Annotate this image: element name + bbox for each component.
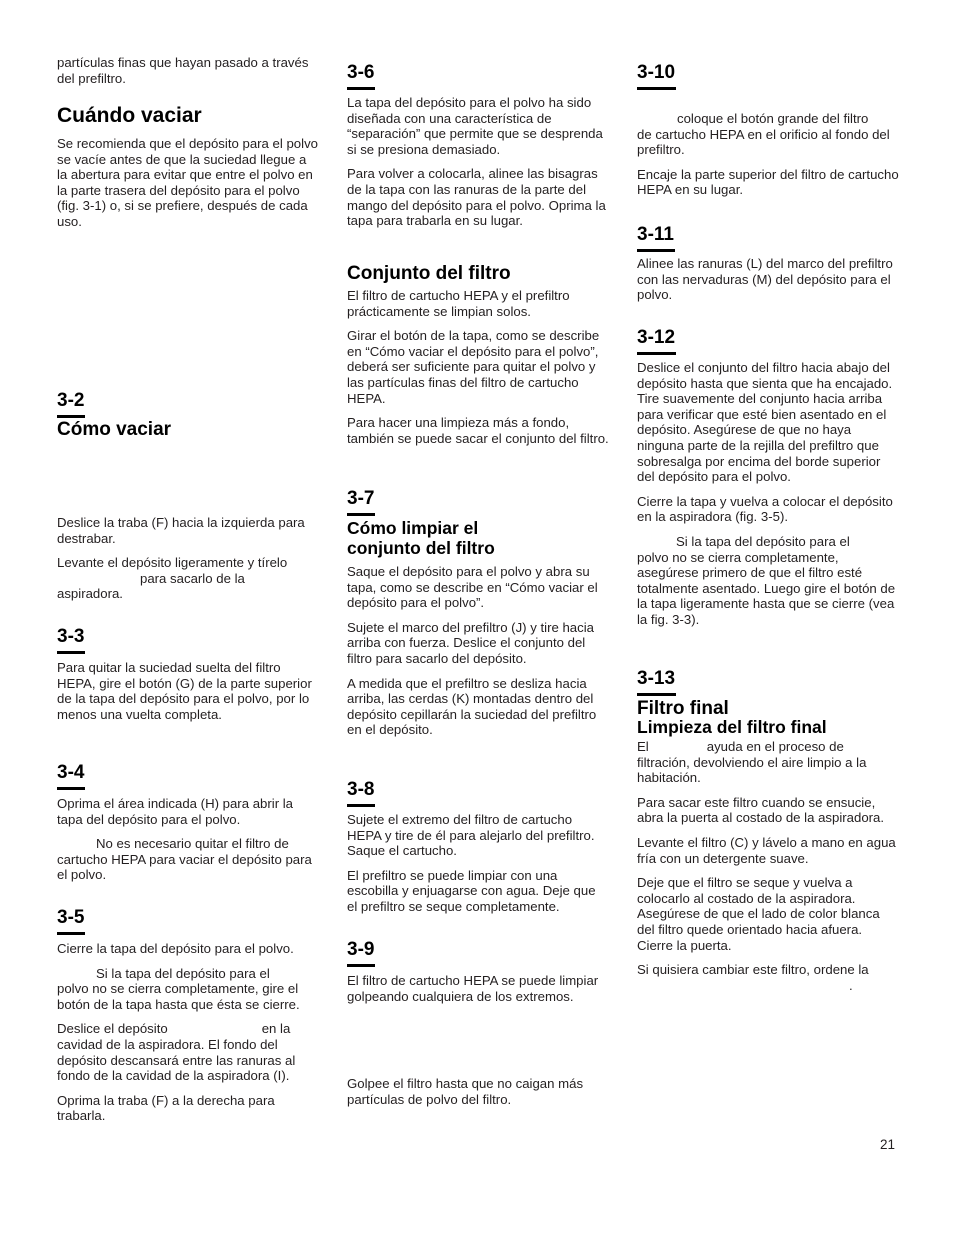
intro-block bbox=[57, 55, 319, 86]
step-3-13-text-1c: filtración, devolviendo el aire limpio a la habitación. bbox=[637, 754, 867, 786]
final-filter-heading: Filtro final bbox=[637, 698, 729, 719]
step-3-11-text: Alinee las ranuras (L) del marco del prefiltro con las nervaduras (M) del depósito para el polvo. bbox=[637, 256, 893, 303]
step-3-13-text-3: Levante el filtro (C) y lávelo a mano en agua fría con un detergente suave. bbox=[637, 834, 896, 866]
filter-assembly-heading: Conjunto del filtro bbox=[347, 263, 511, 284]
step-3-5-number: 3-5 bbox=[57, 908, 85, 935]
step-3-2-text-2c: aspiradora. bbox=[57, 586, 123, 602]
step-3-9-text-1: El filtro de cartucho HEPA se puede limpiar golpeando cualquiera de los extremos. bbox=[347, 973, 599, 1004]
step-3-7-text-2: Sujete el marco del prefiltro (J) y tire hacia arriba con fuerza. Deslice el conjunto del filtro para sacarlo del depósito. bbox=[347, 619, 594, 666]
when-to-empty-body bbox=[57, 136, 319, 230]
step-3-5-text-1: Cierre la tapa del depósito para el polvo. bbox=[57, 941, 294, 956]
step-3-10-text-1b: de cartucho HEPA en el orificio al fondo del prefiltro. bbox=[637, 126, 890, 158]
step-3-13-number: 3-13 bbox=[637, 669, 676, 696]
final-filter-section bbox=[637, 698, 899, 737]
step-3-6-body bbox=[347, 95, 609, 229]
step-3-2-text-2 bbox=[57, 555, 319, 602]
step-3-5-text-3 bbox=[57, 1021, 319, 1083]
step-3-5-text-4: Oprima la traba (F) a la derecha para trabarla. bbox=[57, 1092, 275, 1124]
step-3-11-number: 3-11 bbox=[637, 225, 675, 252]
step-3-13-text-1a: El bbox=[637, 739, 649, 754]
step-3-9-body-2 bbox=[347, 1076, 609, 1107]
step-3-10-text-1a: coloque el botón grande del filtro bbox=[677, 111, 869, 126]
step-3-10-number: 3-10 bbox=[637, 63, 676, 90]
step-3-5-text-2b: polvo no se cierra completamente, gire el botón de la tapa hasta que ésta se cierre. bbox=[57, 981, 300, 1012]
filter-assembly-body bbox=[347, 288, 609, 446]
step-3-8-text-2: El prefiltro se puede limpiar con una escobilla y enjuagarse con agua. Deje que el prefiltro se seque completamente. bbox=[347, 867, 596, 914]
filter-assembly-section bbox=[347, 263, 609, 285]
step-3-12-body bbox=[637, 360, 899, 628]
step-3-4-text-1: Oprima el área indicada (H) para abrir la tapa del depósito para el polvo. bbox=[57, 796, 294, 827]
filter-assembly-text-3: Para hacer una limpieza más a fondo, también se puede sacar el conjunto del filtro. bbox=[347, 415, 609, 446]
step-3-12-text-3 bbox=[637, 534, 899, 628]
step-3-2-body bbox=[57, 515, 319, 602]
step-3-4-number: 3-4 bbox=[57, 763, 85, 790]
filter-assembly-text-2: Girar el botón de la tapa, como se describe en “Cómo vaciar el depósito para el polvo”, deberá ser suficiente para quitar el polvo y las partículas finas del filtro de cartucho HEPA. bbox=[347, 328, 600, 406]
clean-filter-heading: Cómo limpiar el conjunto del filtro bbox=[347, 518, 495, 558]
step-3-7-text-3: A medida que el prefiltro se desliza hacia arriba, las cerdas (K) montadas dentro del depósito cepillarán la suciedad del prefiltro en el depósito. bbox=[347, 675, 597, 738]
step-3-13-text-5 bbox=[637, 962, 899, 993]
when-to-empty-heading: Cuándo vaciar bbox=[57, 104, 202, 127]
clean-filter-section bbox=[347, 518, 609, 558]
step-3-9-body bbox=[347, 973, 609, 1004]
step-3-2-text-2a: Levante el depósito ligeramente y tírelo bbox=[57, 555, 288, 571]
step-3-5-text-3c: cavidad de la aspiradora. El fondo del depósito descansará entre las ranuras al fondo de la cavidad de la aspiradora (I). bbox=[57, 1036, 296, 1084]
step-3-12-text-1: Deslice el conjunto del filtro hacia abajo del depósito hasta que sienta que ha encajado. Tire suavemente del conjunto hacia arriba para verificar que esté bien asentado en el depósito. Asegúrese de que no haya ninguna parte de la rejilla del prefiltro que sobresalga por encima del borde superior del depósito para el polvo. bbox=[637, 360, 893, 485]
intro-text: partículas finas que hayan pasado a través del prefiltro. bbox=[57, 55, 309, 86]
step-3-2-text-2b: para sacarlo de la bbox=[140, 570, 245, 586]
final-filter-subheading: Limpieza del filtro final bbox=[637, 717, 827, 737]
filter-assembly-text-1: El filtro de cartucho HEPA y el prefiltro prácticamente se limpian solos. bbox=[347, 288, 570, 319]
step-3-6-text-2: Para volver a colocarla, alinee las bisagras de la tapa con las ranuras de la parte del mango del depósito para el polvo. Oprima la tapa para trabarla en su lugar. bbox=[347, 166, 606, 229]
step-3-13-text-2: Para sacar este filtro cuando se ensucie, abra la puerta al costado de la aspiradora. bbox=[637, 794, 885, 826]
step-3-4-text-2 bbox=[57, 836, 319, 883]
step-3-7-number: 3-7 bbox=[347, 489, 375, 516]
step-3-4-body bbox=[57, 796, 319, 883]
step-3-12-text-3b: polvo no se cierra completamente, asegúrese primero de que el filtro esté totalmente asentado. Luego gire el botón de la tapa ligeramente hasta que se cierre (vea la fig. 3-3). bbox=[637, 549, 896, 627]
step-3-10-body bbox=[637, 111, 899, 198]
step-3-8-body bbox=[347, 812, 609, 915]
step-3-12-text-3a: Si la tapa del depósito para el bbox=[676, 533, 850, 549]
step-3-13-text-5a: Si quisiera cambiar este filtro, ordene la bbox=[637, 962, 869, 978]
step-3-13-text-1b: ayuda en el proceso de bbox=[706, 739, 844, 754]
step-3-7-text-1: Saque el depósito para el polvo y abra su tapa, como se describe en “Cómo vaciar el depósito para el polvo”. bbox=[347, 564, 598, 611]
step-3-8-text-1: Sujete el extremo del filtro de cartucho HEPA y tire de él para alejarlo del prefiltro. Saque el cartucho. bbox=[347, 812, 595, 859]
step-3-4-text-2b: cartucho HEPA para vaciar el depósito para el polvo. bbox=[57, 851, 312, 883]
step-3-13-text-5b: . bbox=[849, 977, 853, 993]
step-3-3-number: 3-3 bbox=[57, 627, 85, 654]
step-3-10-text-2: Encaje la parte superior del filtro de cartucho HEPA en su lugar. bbox=[637, 166, 899, 198]
step-3-6-number: 3-6 bbox=[347, 63, 375, 90]
step-3-5-text-2a: Si la tapa del depósito para el bbox=[96, 965, 270, 981]
step-3-2-number: 3-2 bbox=[57, 391, 85, 418]
step-3-9-text-2: Golpee el filtro hasta que no caigan más partículas de polvo del filtro. bbox=[347, 1076, 584, 1107]
step-3-5-body bbox=[57, 941, 319, 1124]
step-3-7-body bbox=[347, 564, 609, 738]
when-to-empty-section bbox=[57, 104, 319, 128]
step-3-4-text-2a: No es necesario quitar el filtro de bbox=[96, 836, 289, 852]
step-3-6-text-1: La tapa del depósito para el polvo ha sido diseñada con una característica de “separación” que permite que se desprenda si se presiona demasiado. bbox=[347, 95, 603, 157]
step-3-3-body bbox=[57, 660, 319, 722]
when-to-empty-text: Se recomienda que el depósito para el polvo se vacíe antes de que la suciedad llegue a la abertura para evitar que entre el polvo en la parte trasera del depósito para el polvo (fig. 3-1) o, si se prefiere, después de cada uso. bbox=[57, 136, 318, 229]
step-3-5-text-2 bbox=[57, 966, 319, 1013]
step-3-13-body bbox=[637, 739, 899, 993]
step-3-12-text-2: Cierre la tapa y vuelva a colocar el depósito en la aspiradora (fig. 3-5). bbox=[637, 493, 893, 525]
step-3-10-text-1 bbox=[637, 111, 899, 158]
step-3-13-text-1 bbox=[637, 739, 899, 786]
how-to-empty-section bbox=[57, 419, 319, 441]
step-3-9-number: 3-9 bbox=[347, 940, 375, 967]
step-3-2-text-1: Deslice la traba (F) hacia la izquierda para destrabar. bbox=[57, 515, 305, 546]
step-3-3-text: Para quitar la suciedad suelta del filtro HEPA, gire el botón (G) de la parte superior de la tapa del depósito para el polvo, por lo menos una vuelta completa. bbox=[57, 660, 312, 722]
page-number: 21 bbox=[880, 1137, 896, 1152]
step-3-12-number: 3-12 bbox=[637, 328, 676, 355]
how-to-empty-heading: Cómo vaciar bbox=[57, 419, 172, 440]
step-3-5-text-3a: Deslice el depósito bbox=[57, 1021, 168, 1037]
step-3-5-text-3b: en la bbox=[261, 1021, 291, 1037]
step-3-11-body bbox=[637, 256, 899, 303]
step-3-8-number: 3-8 bbox=[347, 780, 375, 807]
step-3-13-text-4: Deje que el filtro se seque y vuelva a colocarlo al costado de la aspiradora. Asegúrese de que el lado de color blanca del filtro quede orientado hacia afuera. Cierre la puerta. bbox=[637, 875, 880, 953]
